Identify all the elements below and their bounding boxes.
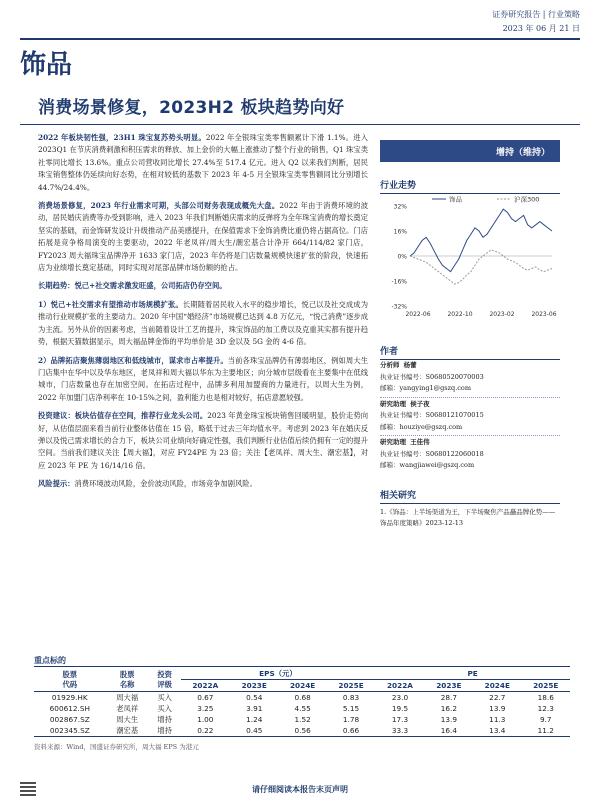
paragraph-5	[38, 355, 368, 405]
year-header: 2025E	[533, 681, 559, 690]
paragraph-text: 消费环境波动风险，金价波动风险，市场竞争加剧风险。	[74, 479, 257, 489]
cell-pe: 17.3	[391, 715, 409, 724]
cell-pe: 13.9	[440, 715, 458, 724]
cell-pe: 13.9	[489, 704, 506, 713]
cell-pe: 13.4	[489, 726, 506, 735]
y-tick-label: -32%	[391, 303, 407, 311]
cell-eps: 0.56	[294, 726, 311, 735]
author-email[interactable]: houziye@gszq.com	[399, 422, 463, 431]
cell-pe: 18.6	[537, 693, 554, 702]
cell-name: 周大福	[116, 692, 139, 702]
cell-eps: 1.52	[294, 715, 311, 724]
cert-label: 执业证书编号：	[380, 411, 426, 419]
paragraph-lead: 投资建议：板块估值存在空间，推荐行业龙头公司。	[38, 411, 208, 421]
y-tick-label: -16%	[391, 278, 407, 286]
cell-eps: 3.25	[197, 704, 214, 713]
cell-pe: 16.4	[440, 726, 458, 735]
paragraph-3: 长期趋势：悦己+社交需求激发旺盛，公司拓店仍存空间。	[38, 281, 227, 291]
sidebar	[380, 140, 560, 530]
author-email[interactable]: yangying1@gszq.com	[399, 384, 471, 392]
cell-rating: 增持	[157, 725, 172, 735]
cell-eps: 0.22	[197, 726, 214, 735]
report-body	[38, 132, 368, 497]
paragraph-4	[38, 299, 368, 349]
cell-name: 老凤祥	[116, 703, 139, 713]
legend-label: 饰品	[449, 195, 462, 204]
year-header: 2022A	[192, 681, 219, 690]
series-line	[410, 209, 552, 272]
cell-code: 600612.SH	[49, 704, 90, 713]
paragraph-lead: 1）悦己+社交需求有望推动市场规模扩张。	[38, 299, 183, 309]
email-label: 邮箱：	[380, 422, 400, 431]
page-title: 饰品	[20, 50, 73, 80]
cell-code: 002867.SZ	[49, 715, 90, 724]
cell-pe: 16.2	[440, 704, 458, 713]
author-name: 王佳伟	[410, 438, 430, 446]
year-header: 2022A	[386, 681, 413, 690]
paragraph-6	[38, 410, 368, 472]
col-code: 股票 代码	[62, 669, 78, 689]
cell-pe: 12.3	[537, 704, 554, 713]
report-header: 证券研究报告 | 行业策略 2023 年 06 月 21 日	[492, 8, 580, 36]
year-header: 2024E	[289, 681, 316, 690]
table-row	[34, 714, 570, 725]
cert-number: S0680122060018	[425, 449, 484, 458]
author-email[interactable]: wangjiawei@gszq.com	[399, 461, 475, 469]
cell-name: 周大生	[116, 714, 139, 724]
report-category: 行业策略	[548, 10, 580, 19]
col-name: 股票 名称	[119, 669, 135, 689]
author-name: 侯子夜	[410, 399, 430, 408]
table-source: 资料来源：Wind，国盛证券研究所，周大福 EPS 为港元	[34, 743, 199, 751]
rating-badge: 增持（维持）	[380, 140, 560, 162]
authors-title: 作者	[380, 342, 560, 360]
x-tick-label: 2022-10	[447, 311, 473, 318]
paragraph-lead: 消费场景修复，2023 年行业需求可期，头部公司财务表现成概先大盘。	[38, 201, 280, 211]
author-role: 研究助理	[380, 399, 406, 408]
title-rule	[20, 124, 580, 125]
cell-pe: 11.3	[489, 715, 506, 724]
trend-title: 行业走势	[380, 176, 560, 194]
related-title: 相关研究	[380, 486, 560, 504]
paragraph-lead: 2）品牌拓店聚焦薄弱地区和低线城市，谋求市占率提升。	[38, 355, 228, 365]
cell-pe: 11.2	[537, 726, 554, 735]
cell-pe: 23.0	[391, 693, 409, 702]
stocks-table	[34, 668, 570, 737]
x-tick-label: 2023-06	[531, 311, 557, 318]
divider	[380, 396, 560, 398]
report-date: 2023 年 06 月 21 日	[502, 24, 580, 33]
author-entry	[380, 360, 560, 398]
author-list	[380, 360, 560, 472]
legend-label: 沪深300	[514, 195, 540, 204]
paragraph-7	[38, 478, 368, 490]
paragraph-text: 2023 年黄金珠宝板块销售回暖明显，股价走势向好，从估值层面来看当前行业整体估值在 15 倍，略低于过去三年均值水平。考虑到 2023 年在婚庆反弹以及悦己需求增长的合力下，板块公司业绩向好确定性强，我们判断行业估值后续仍拥有一定的提升空间。当前我们建议关注【周大福】，对应 FY24PE 为 23 倍；关注【老凤祥、周大生、潮宏基】，对应 2023 年 PE 为 16/14/16 倍。	[38, 411, 369, 470]
col-rating: 投资 评级	[157, 669, 172, 689]
paragraph-text: 当前各珠宝品牌仍有薄弱地区，例如周大生门店集中在华中以及华东地区，老凤祥和周大福以华东为主要地区；向分城市层级看在主要集中在低线城市，门店数量也存在加密空间。在拓店过程中，品牌多利用加盟商的力量进行，以周大生为例，2022 年加盟门店净利率在 10-15%之间，盈利能力也是相对较好，拓店意愿较强。	[38, 355, 368, 402]
cell-eps: 4.55	[294, 704, 311, 713]
x-tick-label: 2023-02	[489, 311, 515, 318]
table-row	[34, 725, 570, 737]
cell-rating: 买入	[157, 692, 172, 702]
page-subtitle: 消费场景修复，2023H2 板块趋势向好	[38, 98, 345, 118]
table-row	[34, 692, 570, 704]
cell-eps: 0.45	[246, 726, 263, 735]
year-header: 2025E	[338, 681, 364, 690]
cert-number: S0680520070003	[425, 372, 484, 381]
series-line	[410, 250, 552, 284]
paragraph-text: 2022 年全银珠宝类零售额累计下滑 1.1%。进入 2023Q1 在节庆消费刺激和积压需求的释放、加上金价的大幅上涨推动了整个行业的销售，Q1 珠宝类社零同比增长 13.6%。重点公司营收同比增长 27.4%至 517.4 亿元。进入 Q2 以来我们判断，居民珠宝销售整体仍延续向好态势，在相对较低的基数下 2023 年 4-5 月全银珠宝类零售额同比分别增长 44.7%/24.4%。	[38, 133, 369, 192]
author-role: 分析师	[380, 361, 400, 369]
cell-code: 002345.SZ	[49, 726, 90, 735]
col-eps: EPS（元）	[181, 668, 376, 680]
x-tick-label: 2022-06	[405, 311, 431, 318]
paragraph-text: 长期随着居民收入水平的稳步增长，悦己以及社交成成为推动行业规模扩张的主要动力。2020 年中国“婚经济”市场规模已达到 4.8 万亿元，“悦己消费”逐步成为主流。另外从价的因素考虑，当前随着设计工艺的提升，珠宝饰品的加工费以及克重其实都有提升趋势，根据天猫数据显示，周大福品牌金饰的平均单价是 3D 金以及 5G 金的 4-6 倍。	[38, 299, 368, 347]
cell-eps: 1.78	[342, 715, 360, 724]
cell-eps: 0.67	[197, 693, 214, 702]
report-type: 证券研究报告	[492, 10, 541, 19]
col-pe: PE	[375, 668, 570, 680]
paragraph-lead: 风险提示：	[38, 479, 75, 489]
paragraph-2	[38, 200, 368, 274]
email-label: 邮箱：	[380, 461, 400, 469]
cell-eps: 0.68	[294, 693, 311, 702]
cell-pe: 19.5	[391, 704, 409, 713]
cert-label: 执业证书编号：	[380, 372, 426, 381]
cell-eps: 1.00	[197, 715, 214, 724]
cell-pe: 22.7	[489, 693, 506, 702]
year-header: 2023E	[436, 681, 462, 690]
table-row	[34, 703, 570, 714]
cell-eps: 1.24	[246, 715, 263, 724]
divider	[380, 434, 560, 436]
paragraph-1	[38, 132, 368, 194]
author-role: 研究助理	[380, 438, 406, 446]
table-title: 重点标的	[34, 655, 66, 665]
cell-pe: 28.7	[440, 693, 458, 702]
cell-rating: 增持	[157, 714, 172, 724]
footer-disclaimer: 请仔细阅读本报告末页声明	[252, 784, 348, 794]
year-header: 2023E	[241, 681, 267, 690]
cell-rating: 买入	[157, 703, 172, 713]
y-tick-label: 0%	[397, 253, 407, 261]
cert-label: 执业证书编号：	[380, 449, 426, 458]
email-label: 邮箱：	[380, 384, 400, 392]
cell-eps: 3.91	[246, 704, 263, 713]
related-item[interactable]: 1.《饰品：上半场渠道为王，下半场聚焦产品矗品牌化势——饰品年度策略》2023-12-13	[380, 507, 556, 527]
author-entry	[380, 399, 560, 437]
header-rule	[20, 38, 580, 40]
author-name: 杨蕾	[403, 361, 417, 369]
author-entry	[380, 437, 560, 472]
cell-name: 潮宏基	[116, 725, 139, 735]
cell-eps: 0.54	[246, 693, 263, 702]
cell-code: 01929.HK	[51, 693, 88, 702]
trend-chart	[380, 194, 560, 324]
cell-eps: 0.83	[342, 693, 360, 702]
y-tick-label: 32%	[393, 203, 407, 211]
table-rule	[34, 666, 570, 667]
cell-eps: 5.15	[342, 704, 360, 713]
cell-eps: 0.66	[342, 726, 360, 735]
cell-pe: 33.3	[391, 726, 409, 735]
year-header: 2024E	[484, 681, 510, 690]
cell-pe: 9.7	[539, 715, 552, 724]
y-tick-label: 16%	[393, 228, 407, 236]
cert-number: S0680121070015	[425, 411, 484, 419]
paragraph-lead: 2022 年板块韧性强，23H1 珠宝复苏势头明显。	[38, 133, 206, 142]
paragraph-text: 2022 年由于消费环境的波动，居民婚庆消费等办受到影响，进入 2023 年我们判断婚庆需求的反弹将为全年珠宝消费的增长奠定坚实的基础，而金饰研发设计升级推动产品美感提升，在保值需求下金饰消费比重仍将占据高位。门店拓展是竞争格局演变的主要驱动，2022 年老凤祥/周大生/潮宏基合计净开 664/114/82 家门店，FY2023 周大福珠宝品牌净开 1633 家门店，2023 年仍将是门店数量规模快速扩张的阶段，快速拓店为业绩增长奠定基础，同时实现对尾部品牌市场份额的抢占。	[38, 201, 368, 273]
